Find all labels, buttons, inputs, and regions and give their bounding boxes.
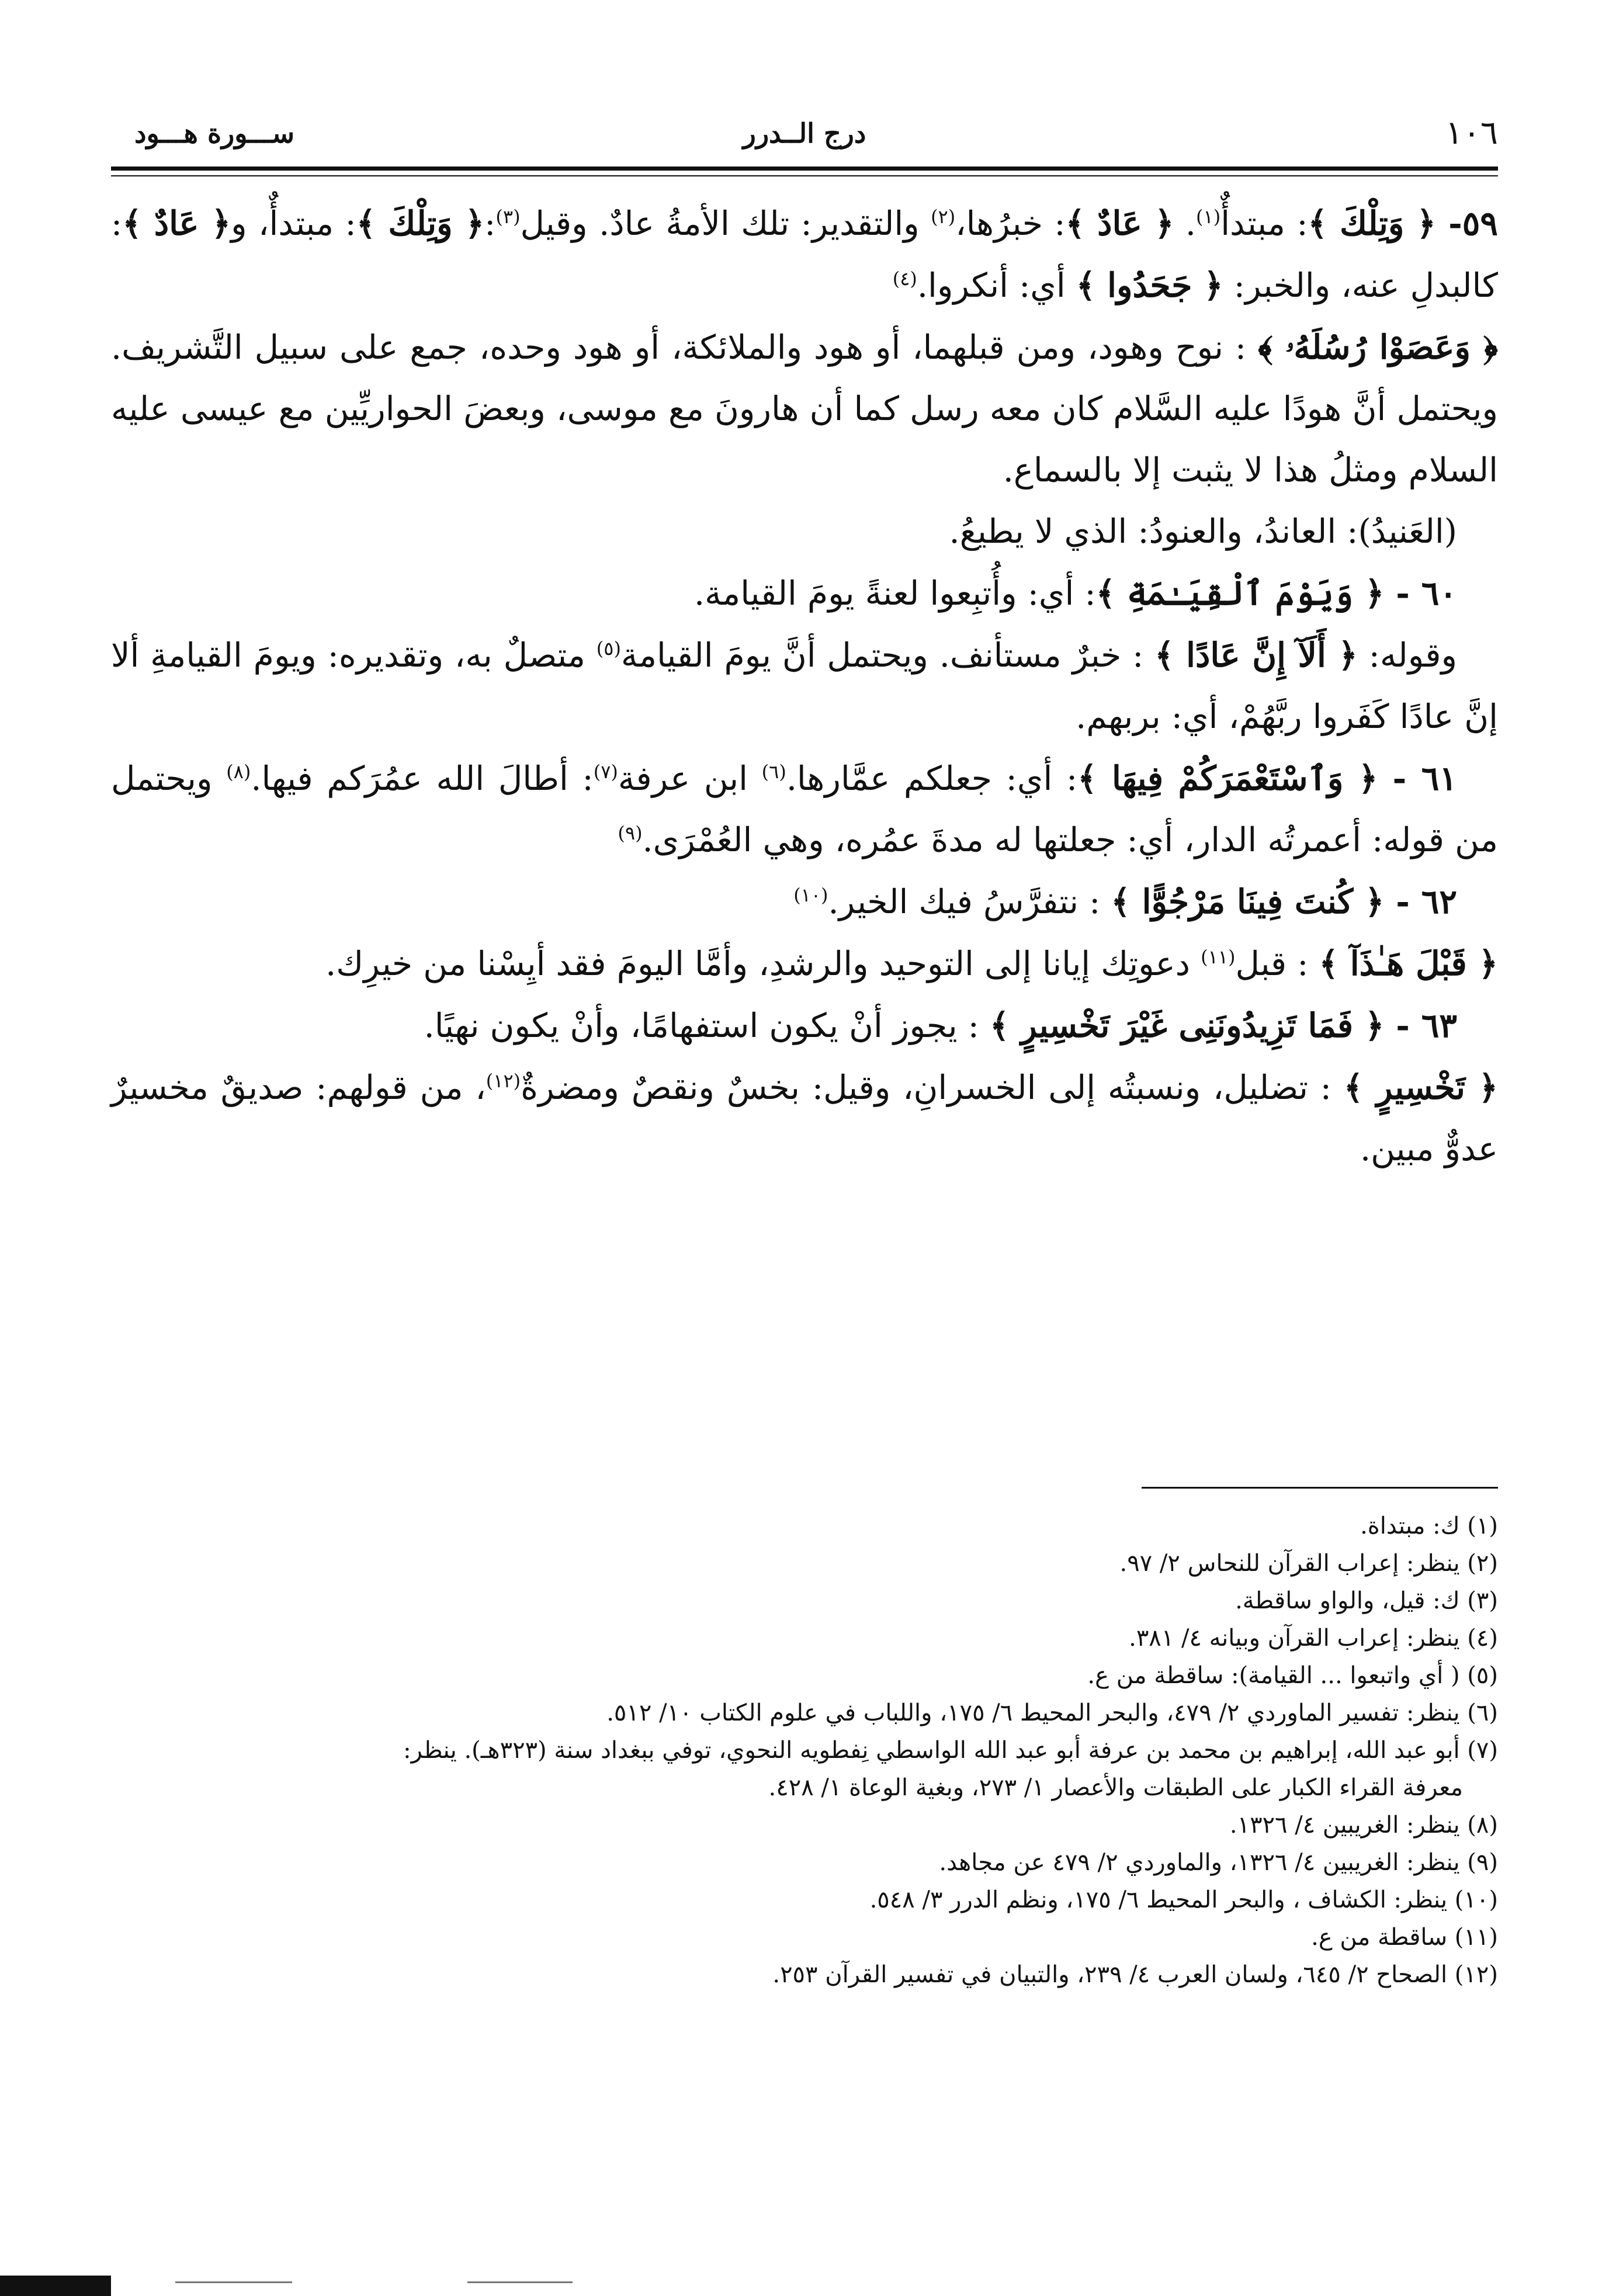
quran-quote: ﴿ وَتِلْكَ ﴾ [356,204,485,243]
footnote: (٥) ( أي واتبعوا ... القيامة): ساقطة من ع. [1087,1662,1498,1689]
commentary-text: ، من قولهم: صديقٌ مخسيرٌ عدوٌّ مبين. [111,1069,1498,1168]
commentary-text: : تضليل، ونسبتُه إلى الخسرانِ، وقيل: بخسٌ ونقصٌ ومضرةٌ [521,1069,1344,1107]
footnotes [111,1507,1498,1993]
commentary-body [111,193,1498,1180]
commentary-text: (العَنيدُ): العاندُ، والعنودُ: الذي لا يطيعُ. [949,512,1457,551]
verse-paragraph [111,501,1498,563]
verse-paragraph [111,317,1498,501]
footnote: (١٠) ينظر: الكشاف ، والبحر المحيط ٦/ ١٧٥، ونظم الدرر ٣/ ٥٤٨. [869,1886,1498,1913]
commentary-text: : خبرٌ مستأنف. ويحتمل أنَّ يومَ القيامة [620,636,1155,675]
footnote-ref: (١٢) [486,1070,521,1092]
verse-paragraph [111,748,1498,871]
header-rule-thin [111,175,1498,176]
commentary-text: : نتفرَّسُ فيك الخير. [828,883,1111,921]
quran-quote: ﴿ كُنتَ فِينَا مَرْجُوًّا ﴾ [1111,882,1385,921]
verse-paragraph [111,1057,1498,1180]
quran-quote: ﴿ تَخْسِيرٍ ﴾ [1343,1068,1498,1107]
commentary-text: : [484,204,496,243]
commentary-text: : أطالَ الله عمُرَكم فيها. [251,759,594,798]
quran-quote: ﴿ قَبْلَ هَـٰذَآ ﴾ [1319,944,1498,983]
commentary-text: : كالبدلِ عنه، والخبر: [111,204,1498,305]
verse-paragraph [111,193,1498,317]
footnote-ref: (١) [1196,206,1221,228]
running-header [111,114,1498,161]
footnote-ref: (٨) [226,761,251,783]
verse-paragraph [111,933,1498,995]
commentary-text: : مبتدأٌ، و [231,204,356,243]
footnote-continuation: معرفة القراء الكبار على الطبقات والأعصار ١/ ٢٧٣، وبغية الوعاة ١/ ٤٢٨. [768,1774,1463,1801]
commentary-text: : أي: جعلكم عمَّارها. [786,759,1078,798]
quran-quote: ﴿ عَادٌ ﴾ [122,204,231,243]
book-title: درج الــدرر [743,117,866,149]
footnote-ref: (٧) [593,761,618,783]
footnote: (٢) ينظر: إعراب القرآن للنحاس ٢/ ٩٧. [1119,1550,1498,1577]
commentary-text: : قبل [1235,945,1319,983]
footnote-ref: (٤) [892,268,917,290]
footnote: (٧) أبو عبد الله، إبراهيم بن محمد بن عرفة أبو عبد الله الواسطي نِفطويه النحوي، توفي ببغداد سنة (٣٢٣هـ). ينظر: [403,1737,1498,1764]
footnote-ref: (٥) [596,637,621,660]
quran-quote: ﴿ عَادٌ ﴾ [1065,204,1174,243]
footnote-ref: (٩) [618,822,643,844]
verse-number: ٦٢ - [1384,882,1457,921]
footnote: (٤) ينظر: إعراب القرآن وبيانه ٤/ ٣٨١. [1129,1625,1498,1652]
commentary-text: : أي: وأُتبِعوا لعنةً يومَ القيامة. [693,574,1096,613]
footnote-ref: (١١) [1201,946,1236,968]
commentary-text: وقوله: [1357,636,1457,675]
commentary-text: ابن عرفة [618,759,762,798]
verse-number: ٦١ - [1378,759,1457,798]
scan-artifact-line [467,2281,573,2283]
footnote-ref: (٣) [495,206,521,228]
footnote-ref: (٢) [931,206,956,228]
commentary-text: متصلٌ به، وتقديره: ويومَ القيامةِ ألا إنَّ عادًا كَفَروا ربَّهُمْ، أي: بربهم. [111,636,1498,736]
verse-paragraph [111,995,1498,1057]
quran-quote: ﴿ أَلَآ إِنَّ عَادًا ﴾ [1154,636,1358,675]
commentary-text: ويحتمل من قوله: أعمرتُه الدار، أي: جعلتها له مدةَ عمُره، وهي العُمْرَى. [111,759,1498,859]
verse-paragraph [111,625,1498,748]
commentary-text: والتقدير: تلك الأمةُ عادٌ. وقيل [520,204,931,243]
quran-quote: ﴿ جَحَدُوا ﴾ [1076,266,1223,305]
footnote: (٨) ينظر: الغريبين ٤/ ١٣٢٦. [1229,1812,1498,1839]
footnote-ref: (٦) [761,761,786,783]
surah-title: ســـورة هـــود [134,117,295,149]
header-rule-thick [111,167,1498,171]
commentary-text: : مبتدأٌ [1220,204,1308,243]
quran-quote: ﴿ وَعَصَوْا رُسُلَهُۥ ﴾ [1258,328,1498,367]
footnote-ref: (١٠) [793,884,828,906]
verse-paragraph [111,563,1498,625]
commentary-text: : خبرُها، [955,204,1066,243]
footnote: (١١) ساقطة من ع. [1311,1924,1498,1951]
verse-number: ٥٩- [1435,204,1498,243]
footnote: (٣) ك: قيل، والواو ساقطة. [1235,1587,1498,1614]
page-number: ١٠٦ [1445,114,1498,152]
verse-number: ٦٣ - [1384,1006,1457,1045]
footnote: (٩) ينظر: الغريبين ٤/ ١٣٢٦، والماوردي ٢/ ٤٧٩ عن مجاهد. [939,1849,1498,1876]
scan-artifact-line [175,2281,292,2283]
commentary-text: أي: أنكروا. [917,266,1076,305]
commentary-text: دعوتِك إيانا إلى التوحيد والرشدِ، وأمَّا اليومَ فقد أيِسْنا من خيرِك. [325,945,1201,983]
quran-quote: ﴿ وَتِلْكَ ﴾ [1308,204,1436,243]
footnote: (١٢) الصحاح ٢/ ٦٤٥، ولسان العرب ٤/ ٢٣٩، والتبيان في تفسير القرآن ٢٥٣. [772,1961,1498,1988]
quran-quote: ﴿ وَيَوْمَ ٱلْقِيَـٰمَةِ ﴾ [1095,574,1385,613]
footnote-separator [1142,1487,1498,1489]
scan-edge-mark [0,2276,111,2296]
verse-paragraph [111,871,1498,933]
commentary-text: . [1174,204,1197,243]
footnote: (٦) ينظر: تفسير الماوردي ٢/ ٤٧٩، والبحر المحيط ٦/ ١٧٥، واللباب في علوم الكتاب ١٠/ ٥١٢. [606,1700,1498,1726]
commentary-text: : يجوز أنْ يكون استفهامًا، وأنْ يكون نهيًا. [424,1007,990,1045]
verse-number: ٦٠ - [1384,574,1457,613]
quran-quote: ﴿ فَمَا تَزِيدُونَنِى غَيْرَ تَخْسِيرٍ ﴾ [990,1006,1385,1045]
quran-quote: ﴿ وَٱسْتَعْمَرَكُمْ فِيهَا ﴾ [1077,759,1378,798]
footnote: (١) ك: مبتداة. [1360,1513,1498,1539]
commentary-text: : نوح وهود، ومن قبلهما، أو هود والملائكة، أو هود وحده، جمع على سبيل التَّشريف. ويحتمل أنَّ هودًا عليه السَّلام كان معه رسل كما أن هارونَ مع موسى، وبعضَ الحواريِّين مع عيسى عليه السلام ومثلُ هذا لا يثبت إلا بالسماع. [111,328,1498,490]
